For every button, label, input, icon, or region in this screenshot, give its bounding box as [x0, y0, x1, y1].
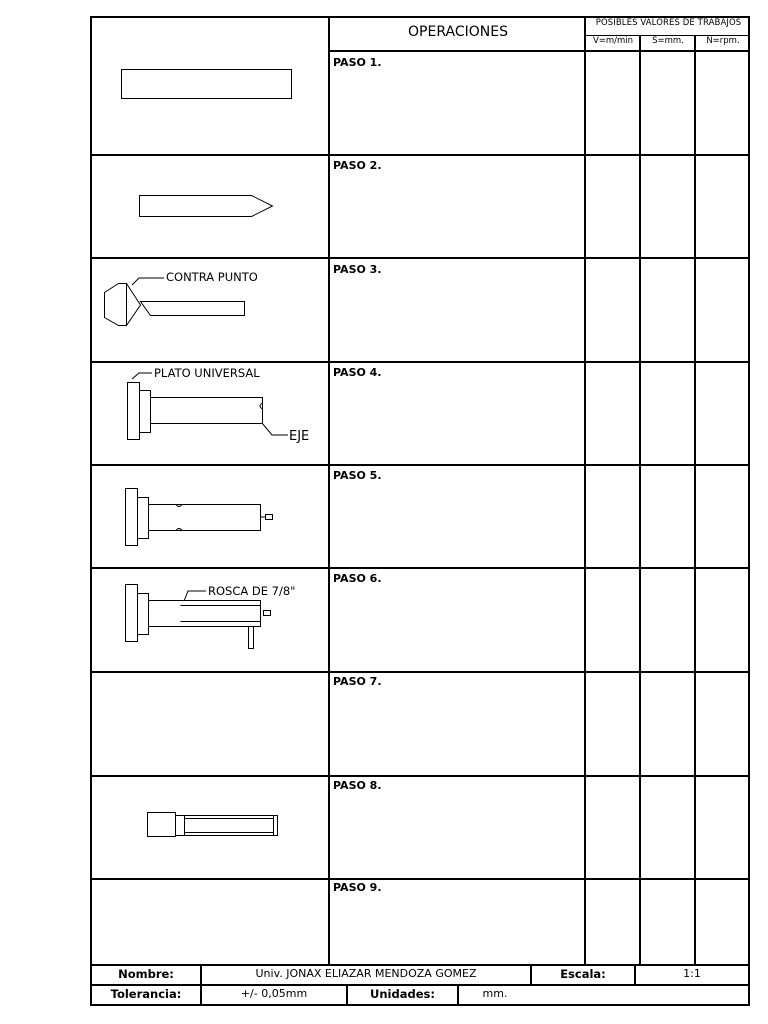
operations-title: OPERACIONES [408, 24, 508, 40]
eje-label: EJE [289, 429, 310, 444]
name-value: Univ. JONAX ELIAZAR MENDOZA GOMEZ [255, 967, 477, 980]
step-2-drawing [92, 156, 328, 257]
step-8-label: PASO 8. [333, 779, 382, 792]
header-bottom-line [328, 50, 750, 52]
step-1-drawing [92, 18, 328, 154]
step-4-drawing [92, 363, 328, 464]
step-3-drawing [92, 259, 328, 361]
tolerance-label: Tolerancia: [110, 987, 182, 1001]
step-5-label: PASO 5. [333, 469, 382, 482]
values-divider-2 [694, 36, 696, 966]
step-7-drawing [92, 673, 328, 775]
step-9-drawing [92, 880, 328, 964]
step-5-drawing [92, 466, 328, 567]
chuck-plate [128, 383, 140, 440]
chuck-jaw [140, 391, 151, 433]
possible-values-title: POSIBLES VALORES DE TRABAJOS [595, 18, 742, 28]
shaft-shape [149, 505, 261, 531]
shaft-grooves [176, 505, 182, 531]
contra-punto-label: CONTRA PUNTO [166, 270, 258, 284]
column-speed: V=m/min [592, 36, 634, 46]
units-value: mm. [482, 987, 508, 1000]
step-6-label: PASO 6. [333, 572, 382, 585]
tailstock-cone [127, 284, 141, 326]
step-3-label: PASO 3. [333, 263, 382, 276]
contra-punto-leader [132, 278, 164, 285]
table-footer-separator [90, 964, 750, 966]
raw-bar-shape [122, 70, 292, 99]
chuck-plate [126, 585, 138, 642]
step-2-label: PASO 2. [333, 159, 382, 172]
values-divider-1 [639, 36, 641, 966]
eje-leader [262, 423, 288, 435]
chuck-jaw [138, 594, 149, 635]
threading-tool [249, 627, 254, 649]
rosca-leader [184, 591, 206, 601]
workpiece-shape [141, 302, 245, 316]
step-6-drawing [92, 569, 328, 671]
plato-leader [132, 373, 152, 379]
column-feed: S=mm. [652, 36, 684, 46]
step-7-label: PASO 7. [333, 675, 382, 688]
operations-column-divider [584, 16, 586, 966]
scale-value: 1:1 [683, 967, 701, 980]
column-rpm: N=rpm. [706, 36, 740, 46]
tailstock-body [105, 284, 127, 326]
part-head [148, 813, 176, 837]
step-1-label: PASO 1. [333, 56, 382, 69]
drawing-column-divider [328, 16, 330, 966]
footer-middle-line [90, 984, 750, 986]
step-4-label: PASO 4. [333, 366, 382, 379]
shaft-shape [151, 398, 263, 424]
step-8-drawing [92, 777, 328, 878]
pointed-bar-shape [140, 196, 273, 217]
rosca-label: ROSCA DE 7/8" [208, 584, 296, 598]
step-9-label: PASO 9. [333, 881, 382, 894]
scale-label: Escala: [560, 967, 606, 981]
name-label: Nombre: [118, 967, 174, 981]
tool-tip [264, 611, 271, 616]
drill-bit [266, 515, 273, 520]
chuck-jaw [138, 498, 149, 539]
plato-universal-label: PLATO UNIVERSAL [154, 366, 260, 380]
chuck-plate [126, 489, 138, 546]
tolerance-value: +/- 0,05mm [240, 987, 308, 1000]
process-sheet [90, 16, 750, 1006]
shaft-shape [149, 601, 261, 627]
units-label: Unidades: [370, 987, 435, 1001]
